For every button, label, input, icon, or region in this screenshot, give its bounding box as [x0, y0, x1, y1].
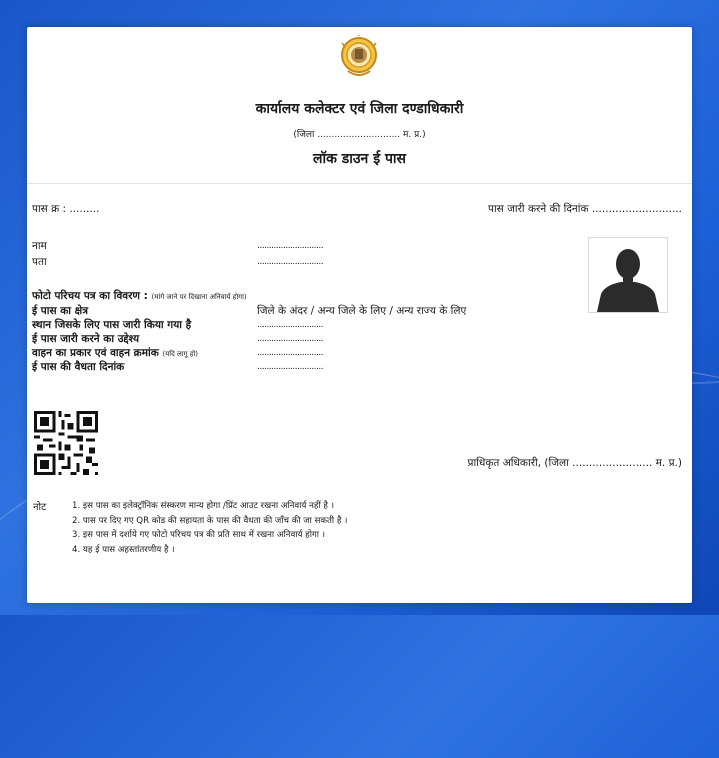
- name-label: नाम: [32, 240, 47, 252]
- validity-label: ई पास की वैधता दिनांक: [32, 361, 125, 373]
- vehicle-label-note: (यदि लागू हो): [162, 350, 199, 358]
- pass-title: लॉक डाउन ई पास: [313, 151, 406, 167]
- note-item: 3. इस पास में दर्शाये गए फोटो परिचय पत्र की प्रति साथ में रखना अनिवार्य होगा ।: [72, 530, 326, 540]
- divider: [27, 183, 692, 184]
- purpose-value: ............................: [257, 334, 324, 344]
- office-title: कार्यालय कलेक्टर एवं जिला दण्डाधिकारी: [255, 101, 464, 117]
- district-line: (जिला ............................. म. प्र.): [293, 130, 426, 140]
- vehicle-label-text: वाहन का प्रकार एवं वाहन क्रमांक: [32, 347, 159, 359]
- vehicle-value: ............................: [257, 348, 324, 358]
- address-value: ............................: [257, 257, 324, 267]
- photo-id-note: (मांगे जाने पर दिखाना अनिवार्य होगा): [151, 293, 247, 301]
- area-label: ई पास का क्षेत्र: [32, 305, 89, 317]
- e-pass-card: [27, 27, 692, 603]
- authority-signature: प्राधिकृत अधिकारी, (जिला ........................ म. प्र.): [467, 457, 682, 469]
- area-value: जिले के अंदर / अन्य जिले के लिए / अन्य राज्य के लिए: [257, 305, 467, 317]
- address-label: पता: [32, 256, 47, 268]
- state-emblem-icon: [340, 35, 378, 79]
- person-silhouette-icon: [589, 238, 667, 312]
- note-item: 4. यह ई पास अहस्तांतरणीय है ।: [72, 544, 175, 555]
- notes-list: [72, 499, 347, 557]
- note-item: 2. पास पर दिए गए QR कोड की सहायता के पास की वैधता की जाँच की जा सकती है ।: [72, 515, 348, 526]
- place-label: स्थान जिसके लिए पास जारी किया गया है: [32, 319, 192, 331]
- photo-id-label-text: फोटो परिचय पत्र का विवरण :: [32, 290, 148, 302]
- photo-id-label: [32, 289, 247, 303]
- qr-code: [34, 411, 98, 475]
- name-value: ............................: [257, 241, 324, 251]
- note-item: 1. इस पास का इलेक्ट्रॉनिक संस्करण मान्य होगा /प्रिंट आउट रखना अनिवार्य नहीं है ।: [72, 501, 334, 511]
- photo-box: [588, 237, 668, 313]
- vehicle-label: [32, 346, 198, 360]
- issue-date: पास जारी करने की दिनांक ...........................: [488, 203, 682, 215]
- validity-value: ............................: [257, 362, 324, 372]
- pass-number: पास क्र : .........: [32, 203, 100, 215]
- purpose-label: ई पास जारी करने का उद्देश्य: [32, 333, 140, 345]
- place-value: ............................: [257, 320, 324, 330]
- note-label: नोट: [33, 502, 47, 513]
